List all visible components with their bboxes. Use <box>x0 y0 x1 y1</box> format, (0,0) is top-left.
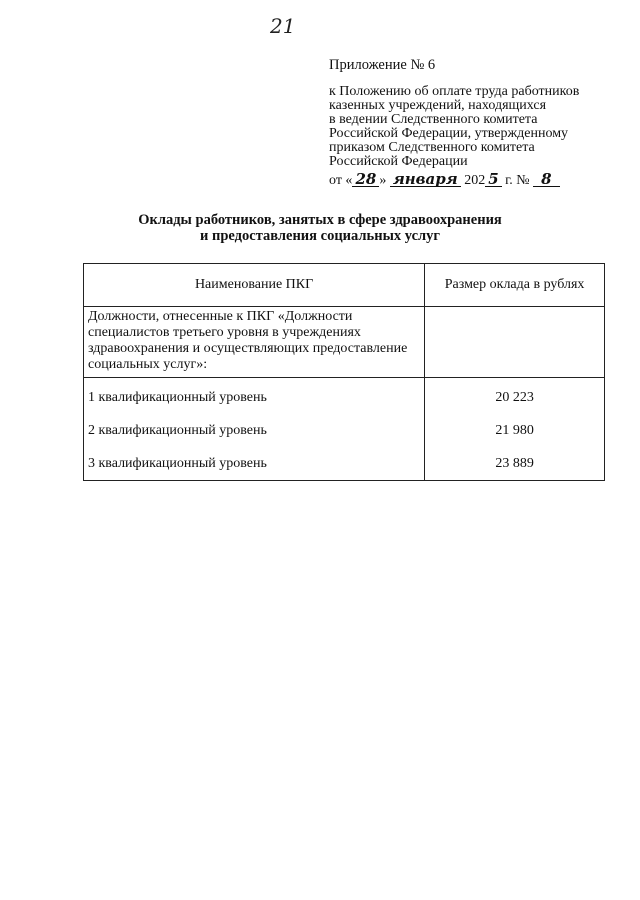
level-salary: 23 889 <box>495 456 534 471</box>
annex-line: Российской Федерации, утвержденному <box>329 126 569 141</box>
page-number: 21 <box>270 14 296 38</box>
annex-line: Российской Федерации <box>329 154 468 169</box>
level-name: 1 квалификационный уровень <box>88 390 267 405</box>
table-group-row <box>84 307 605 378</box>
level-salary: 20 223 <box>495 390 534 405</box>
level-name: 3 квалификационный уровень <box>88 456 267 471</box>
date-prefix: от « <box>329 173 353 188</box>
salary-table <box>83 263 605 481</box>
title-line: и предоставления социальных услуг <box>200 228 440 244</box>
table-levels-row <box>84 378 605 481</box>
annex-line: приказом Следственного комитета <box>329 140 535 155</box>
annex-line: в ведении Следственного комитета <box>329 112 538 127</box>
group-salary-empty <box>425 307 605 378</box>
annex-line: к Положению об оплате труда работников <box>329 84 580 99</box>
level-salary: 21 980 <box>495 423 534 438</box>
annex-title: Приложение № 6 <box>329 57 436 73</box>
date-year-digit: 5 <box>485 172 501 187</box>
annex-line: казенных учреждений, находящихся <box>329 98 547 113</box>
date-day: 28 <box>352 172 379 187</box>
annex-date <box>329 172 619 188</box>
date-mid: » <box>379 173 387 188</box>
title-line: Оклады работников, занятых в сфере здравоохранения <box>138 212 502 228</box>
column-header-pkg: Наименование ПКГ <box>84 264 425 307</box>
column-header-salary: Размер оклада в рублях <box>425 264 605 307</box>
group-description: Должности, отнесенные к ПКГ «Должности специалистов третьего уровня в учреждениях здравоохранения и осуществляющих предоставление социальных услуг»: <box>84 307 425 378</box>
table-header-row <box>84 264 605 307</box>
level-name: 2 квалификационный уровень <box>88 423 267 438</box>
order-number: 8 <box>533 172 559 187</box>
date-month: января <box>390 172 461 187</box>
levels-salaries <box>425 378 605 481</box>
annex-header <box>329 58 619 188</box>
date-year-prefix: 202 <box>464 173 486 188</box>
levels-names <box>84 378 425 481</box>
document-title <box>0 212 640 244</box>
date-year-suffix: г. № <box>505 173 530 188</box>
